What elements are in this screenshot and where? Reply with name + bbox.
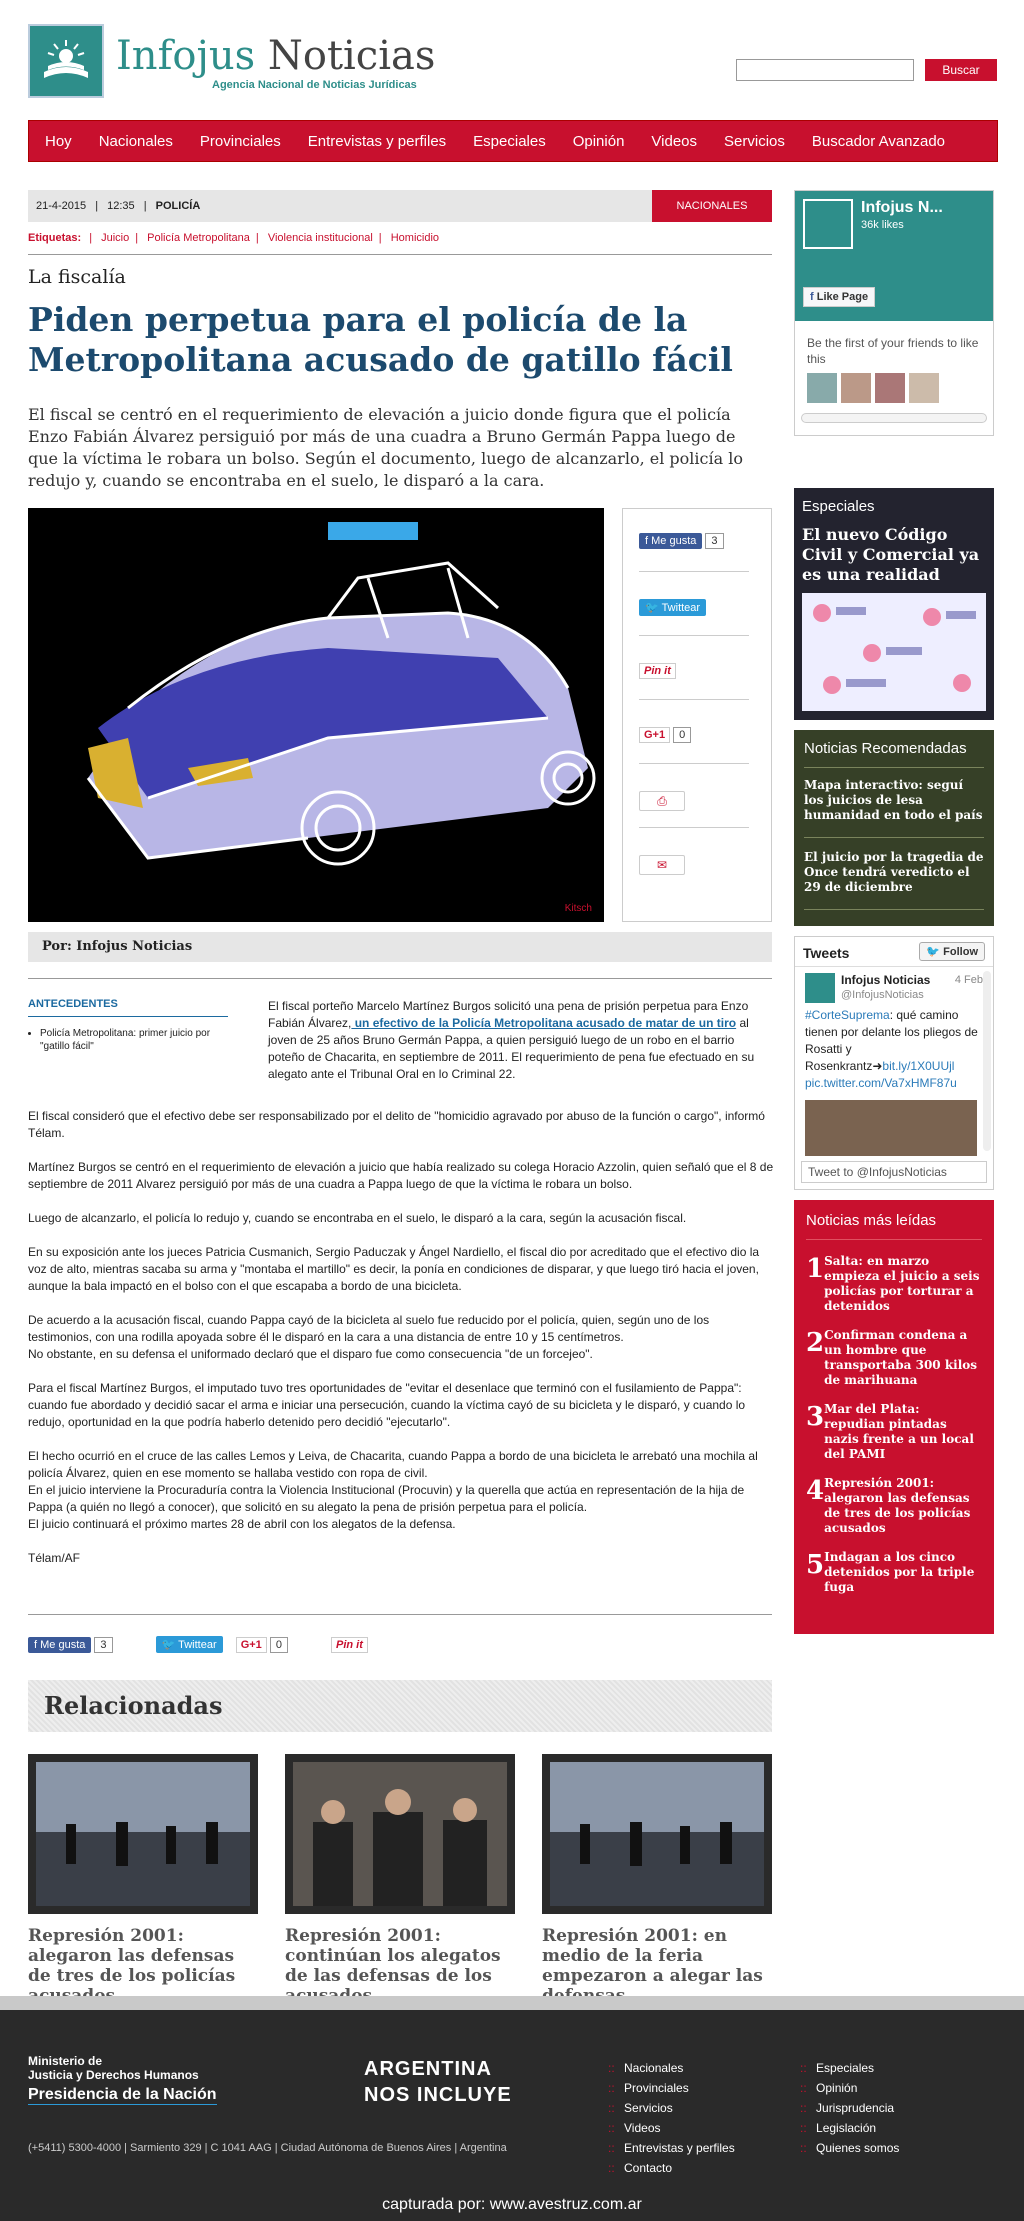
- byline: Por: Infojus Noticias: [28, 932, 772, 962]
- pinterest-button[interactable]: Pin it: [639, 663, 676, 679]
- facebook-icon: f: [810, 291, 817, 303]
- follow-button[interactable]: [919, 942, 985, 961]
- search-button[interactable]: Buscar: [925, 59, 997, 81]
- presidencia-label[interactable]: Presidencia de la Nación: [28, 2086, 217, 2103]
- mas-leida-title[interactable]: Represión 2001: alegaron las defensas de tres de los policías acusados: [824, 1476, 971, 1535]
- facebook-friends-text: Be the first of your friends to like this: [807, 336, 979, 366]
- tweet: [795, 967, 993, 1162]
- tweets-scrollbar[interactable]: [983, 971, 991, 1151]
- footer-link[interactable]: :: Legislación: [800, 2118, 899, 2138]
- footer-link[interactable]: :: Provinciales: [608, 2078, 735, 2098]
- footer-links-1: [608, 2058, 735, 2178]
- tweet-user[interactable]: Infojus Noticias: [841, 973, 931, 987]
- mas-leida-title[interactable]: Confirman condena a un hombre que transportaba 300 kilos de marihuana: [824, 1328, 978, 1387]
- divider: [28, 978, 772, 979]
- mas-leida-item[interactable]: [806, 1254, 982, 1314]
- gplus-button[interactable]: G+1: [639, 727, 670, 743]
- logo-main: Infojus: [116, 33, 256, 79]
- nav-item-servicios[interactable]: Servicios: [724, 132, 785, 150]
- related-card[interactable]: [542, 1754, 772, 2006]
- tag-link[interactable]: Juicio: [101, 232, 130, 244]
- related-title[interactable]: Represión 2001: alegaron las defensas de tres de los policías: [28, 1926, 236, 1986]
- article-intro: [268, 998, 772, 1083]
- related-title[interactable]: Represión 2001: continúan los alegatos de las defensas de los: [285, 1926, 501, 1986]
- body-paragraph: En su exposición ante los jueces Patricia Cusmanich, Sergio Paduczak y Ángel Nardiello, el fiscal dio por acreditado que el efectivo dio la voz de alto, mientras sacaba su arma y "montaba el martillo" es decir, la ponía en condiciones de disparar, y que luego tiró hacia el joven, aunque la bala impactó en el bolso con el que escapaba a bordo de una bicicleta.: [28, 1245, 760, 1293]
- twitter-icon: 🐦: [926, 946, 944, 958]
- antecedentes-link[interactable]: • Policía Metropolitana: primer juicio por "gatillo fácil": [40, 1027, 228, 1053]
- pinterest-button[interactable]: Pin it: [331, 1637, 368, 1653]
- gplus-count: 0: [270, 1637, 288, 1653]
- related-title[interactable]: Represión 2001: en medio de la feria empezaron a alegar las: [542, 1926, 763, 1986]
- facebook-like-button[interactable]: [639, 533, 702, 549]
- related-heading: Relacionadas: [28, 1680, 772, 1732]
- nav-item-buscador[interactable]: Buscador Avanzado: [811, 132, 946, 150]
- footer-link[interactable]: :: Jurisprudencia: [800, 2098, 899, 2118]
- facebook-like-widget: [639, 533, 724, 553]
- nav-item-opinion[interactable]: Opinión: [572, 132, 625, 150]
- body-paragraph: De acuerdo a la acusación fiscal, cuando Pappa cayó de la bicicleta al suelo fue reducido por el policía, quien, según uno de los testimonios, con una rodilla apoyada sobre él le disparó en la cara a una distancia de entre 10 y 15 centímetros. No obstante, en su defensa el uniformado declaró que el disparo fue como consecuencia "de un forcejeo".: [28, 1313, 710, 1361]
- body-paragraph: Para el fiscal Martínez Burgos, el imputado tuvo tres oportunidades de "evitar el desenlace que terminó con el fusilamiento de Pappa": cuando fue abordado y decidió sacar el arma e iniciar una persecución, cuando la víctima cayó de su bicicleta y le disparó, y cuando lo redujo, oportunidad en la que podría haberlo detenido pero decidió "ejecutarlo".: [28, 1381, 746, 1429]
- facebook-page-avatar[interactable]: [803, 199, 853, 249]
- facebook-page-widget: [794, 190, 994, 436]
- rank-number: 4: [806, 1476, 825, 1506]
- facebook-like-button[interactable]: [28, 1637, 91, 1653]
- tweet-button[interactable]: [156, 1636, 223, 1653]
- search-input[interactable]: [736, 59, 914, 81]
- mas-leida-title[interactable]: Salta: en marzo empieza el juicio a seis policías por torturar a detenidos: [824, 1254, 980, 1313]
- rank-number: 5: [806, 1550, 825, 1580]
- rank-number: 2: [806, 1328, 825, 1358]
- like-page-label: Like Page: [816, 291, 869, 303]
- tags-row: Etiquetas: | Juicio | Policía Metropolitana | Violencia institucional | Homicidio: [28, 232, 440, 244]
- especiales-headline[interactable]: El nuevo Código Civil y Comercial ya es una realidad: [802, 525, 980, 584]
- body-paragraph: El fiscal consideró que el efectivo debe ser responsabilizado por el delito de "homicidio agravado por abuso de la función o cargo", informó Télam.: [28, 1109, 765, 1140]
- gplus-button[interactable]: G+1: [236, 1637, 267, 1653]
- like-count: 3: [94, 1637, 112, 1653]
- footer-link[interactable]: :: Opinión: [800, 2078, 899, 2098]
- footer-link[interactable]: :: Videos: [608, 2118, 735, 2138]
- footer-links-2: [800, 2058, 899, 2158]
- site-logo-text[interactable]: [116, 34, 435, 78]
- main-nav: [28, 120, 998, 162]
- email-icon[interactable]: ✉: [639, 855, 685, 875]
- facebook-friend-avatars: [795, 371, 993, 405]
- site-header: [28, 24, 998, 99]
- logo-second: Noticias: [267, 33, 436, 79]
- avatar[interactable]: [875, 373, 905, 403]
- nav-item-hoy[interactable]: Hoy: [45, 132, 72, 150]
- body-paragraph: El hecho ocurrió en el cruce de las calles Lemos y Leiva, de Chacarita, cuando Pappa a bordo de una bicicleta le arrebató una mochila al policía Álvarez, quien en ese momento se hallaba vestido con ropa de civil. En el juicio interviene la Procuraduría contra la Violencia Institucional (Procuvin) y la querella que actúa en representación de la hija de Pappa (a quién no llegó a conocer), que solicitó en su alegato la pena de prisión perpetua para el policía. El juicio continuará el próximo martes 28 de abril con los alegatos de la defensa.: [28, 1449, 758, 1531]
- recomendadas-widget: [794, 730, 994, 926]
- footer-link[interactable]: :: Quienes somos: [800, 2138, 899, 2158]
- facebook-cover: [795, 191, 993, 321]
- tag-link[interactable]: Policía Metropolitana: [147, 232, 250, 244]
- body-paragraph: Télam/AF: [28, 1551, 81, 1565]
- footer-link[interactable]: :: Servicios: [608, 2098, 735, 2118]
- mas-leida-item[interactable]: [806, 1550, 982, 1595]
- intro-text-2: al joven de 25 años Bruno Germán Pappa, a quien persiguió luego de un robo en el barrio poteño de Chacarita, en septiembre de 2011. El requerimiento de pena fue efectuado en su alegato ante el Tribunal Oral en lo Criminal 22.: [268, 1016, 755, 1081]
- horizontal-scrollbar[interactable]: [801, 413, 987, 423]
- logo-subtitle: Agencia Nacional de Noticias Jurídicas: [212, 79, 417, 91]
- article-meta: 21-4-2015 | 12:35 | POLICÍA NACIONALES: [28, 190, 772, 222]
- divider: [639, 827, 749, 828]
- facebook-icon: f: [645, 535, 652, 547]
- related-image[interactable]: [285, 1754, 515, 1914]
- article-lede: El fiscal se centró en el requerimiento de elevación a juicio donde figura que el policía Enzo Fabián Álvarez persiguió por más de una cuadra a Bruno Germán Pappa luego de que la víctima le robara un bolso. Según el documento, luego de alcanzarlo, el policía lo redujo y, cuando se encontraba en el suelo, le disparó a la cara.: [28, 405, 743, 490]
- like-label: Me gusta: [40, 1639, 86, 1651]
- especiales-image[interactable]: [802, 593, 986, 711]
- tweet-label: Twittear: [661, 602, 701, 614]
- tweet-handle[interactable]: @InfojusNoticias: [841, 989, 924, 1001]
- like-count: 3: [705, 533, 723, 549]
- article-body: [28, 1108, 774, 1584]
- divider: [639, 699, 749, 700]
- avatar[interactable]: [805, 973, 835, 1003]
- twitter-icon: 🐦: [161, 1639, 179, 1651]
- divider: [639, 763, 749, 764]
- section-badge[interactable]: NACIONALES: [652, 190, 772, 222]
- rank-number: 1: [806, 1254, 825, 1284]
- intro-link[interactable]: un efectivo de la Policía Metropolitana acusado de matar de un tiro: [351, 1016, 737, 1030]
- argentina-logo-text[interactable]: ARGENTINA NOS INCLUYE: [364, 2058, 512, 2106]
- body-paragraph: Martínez Burgos se centró en el requerimiento de elevación a juicio que había realizado su colega Horacio Azzolin, quien señaló que el 8 de septiembre de 2011 Alvarez persiguió por más de una cuadra a Pappa luego de que la víctima le robara un bolso.: [28, 1160, 774, 1191]
- logo-icon[interactable]: [28, 24, 104, 98]
- tag-link[interactable]: Violencia institucional: [267, 232, 373, 244]
- recomendada-item[interactable]: El juicio por la tragedia de Once tendrá veredicto el 29 de diciembre: [804, 850, 984, 910]
- mas-leidas-widget: [794, 1200, 994, 1634]
- antecedentes-box: [28, 998, 228, 1053]
- related-card[interactable]: [285, 1754, 515, 2006]
- nav-item-videos[interactable]: Videos: [651, 132, 698, 150]
- twitter-icon: 🐦: [645, 602, 662, 614]
- follow-label: Follow: [943, 946, 978, 958]
- footer-address: (+5411) 5300-4000 | Sarmiento 329 | C 1041 AAG | Ciudad Autónoma de Buenos Aires | Argentina: [28, 2142, 507, 2154]
- tweet-input[interactable]: Tweet to @InfojusNoticias: [801, 1161, 987, 1183]
- tweet-image[interactable]: [805, 1100, 977, 1156]
- photo-credit: Kitsch: [564, 903, 592, 914]
- tweet-hashtag[interactable]: #CorteSuprema: [805, 1008, 890, 1022]
- facebook-like-page-button[interactable]: [803, 287, 875, 307]
- mas-leida-item[interactable]: [806, 1476, 982, 1536]
- tweet-link[interactable]: pic.twitter.com/Va7xHMF87u: [805, 1076, 957, 1090]
- facebook-likes-count: 36k likes: [861, 219, 904, 231]
- share-column: [622, 508, 772, 922]
- facebook-page-name[interactable]: Infojus N...: [861, 199, 943, 216]
- tweets-title: Tweets: [803, 945, 850, 961]
- divider: [639, 635, 749, 636]
- divider: [28, 254, 772, 255]
- tags-label: Etiquetas:: [28, 232, 82, 244]
- related-card[interactable]: [28, 1754, 258, 2006]
- facebook-icon: f: [34, 1639, 41, 1651]
- article-date: 21-4-2015: [36, 200, 87, 212]
- twitter-widget: [639, 599, 706, 619]
- tweet-date[interactable]: 4 Feb: [954, 974, 983, 986]
- antecedentes-title: ANTECEDENTES: [28, 998, 228, 1017]
- divider: [28, 1614, 772, 1615]
- mas-leida-item[interactable]: [806, 1402, 982, 1462]
- tweet-button[interactable]: [639, 599, 706, 616]
- tag-link[interactable]: Homicidio: [390, 232, 440, 244]
- like-label: Me gusta: [651, 535, 697, 547]
- tweet-label: Twittear: [178, 1639, 217, 1651]
- footer-link[interactable]: :: Contacto: [608, 2158, 735, 2178]
- site-footer: [0, 1996, 1024, 2221]
- recomendada-item[interactable]: Mapa interactivo: seguí los juicios de lesa humanidad en todo el país: [804, 778, 984, 838]
- especiales-widget: [794, 488, 994, 720]
- mas-leida-title[interactable]: Indagan a los cinco detenidos por la triple fuga: [824, 1550, 975, 1594]
- article-kicker: La fiscalía: [28, 266, 126, 288]
- mas-leida-title[interactable]: Mar del Plata: repudian pintadas nazis frente a un local del PAMI: [824, 1402, 974, 1461]
- intro-text: El fiscal porteño Marcelo Martínez Burgos solicitó una pena de prisión perpetua para Enzo Fabián Álvarez,: [268, 999, 749, 1030]
- article-time: 12:35: [107, 200, 135, 212]
- related-image[interactable]: [542, 1754, 772, 1914]
- article-title: Piden perpetua para el policía de la Metropolitana acusado de gatillo fácil: [28, 300, 733, 379]
- footer-link[interactable]: :: Nacionales: [608, 2058, 735, 2078]
- nav-item-especiales[interactable]: Especiales: [473, 132, 546, 150]
- avatar[interactable]: [807, 373, 837, 403]
- print-icon[interactable]: ⎙: [639, 791, 685, 811]
- avatar[interactable]: [841, 373, 871, 403]
- article-photo: [28, 508, 604, 922]
- tweet-text: : qué camino tienen por delante los pliegos de Rosatti y Rosenkrantz➜: [805, 1008, 978, 1073]
- gplus-count: 0: [673, 727, 691, 743]
- nav-item-entrevistas[interactable]: Entrevistas y perfiles: [307, 132, 447, 150]
- capture-credit: capturada por: www.avestruz.com.ar: [382, 2196, 642, 2213]
- avatar[interactable]: [909, 373, 939, 403]
- nav-item-provinciales[interactable]: Provinciales: [199, 132, 281, 150]
- nav-item-nacionales[interactable]: Nacionales: [98, 132, 173, 150]
- tweet-link[interactable]: bit.ly/1X0UUjl: [882, 1059, 955, 1073]
- divider: [639, 571, 749, 572]
- article-category[interactable]: POLICÍA: [155, 200, 201, 212]
- body-paragraph: Luego de alcanzarlo, el policía lo redujo y, cuando se encontraba en el suelo, le disparó a la cara, según la acusación fiscal.: [28, 1211, 687, 1225]
- mas-leidas-title: Noticias más leídas: [806, 1212, 982, 1240]
- ministerio-label[interactable]: Ministerio de Justicia y Derechos Humanos: [28, 2054, 199, 2082]
- footer-link[interactable]: :: Entrevistas y perfiles: [608, 2138, 735, 2158]
- related-image[interactable]: [28, 1754, 258, 1914]
- mas-leida-item[interactable]: [806, 1328, 982, 1388]
- footer-link[interactable]: :: Especiales: [800, 2058, 899, 2078]
- rank-number: 3: [806, 1402, 825, 1432]
- bottom-share-bar: [28, 1636, 408, 1653]
- recomendadas-title: Noticias Recomendadas: [804, 740, 984, 768]
- especiales-title: Especiales: [802, 498, 875, 515]
- tweets-widget: [794, 936, 994, 1190]
